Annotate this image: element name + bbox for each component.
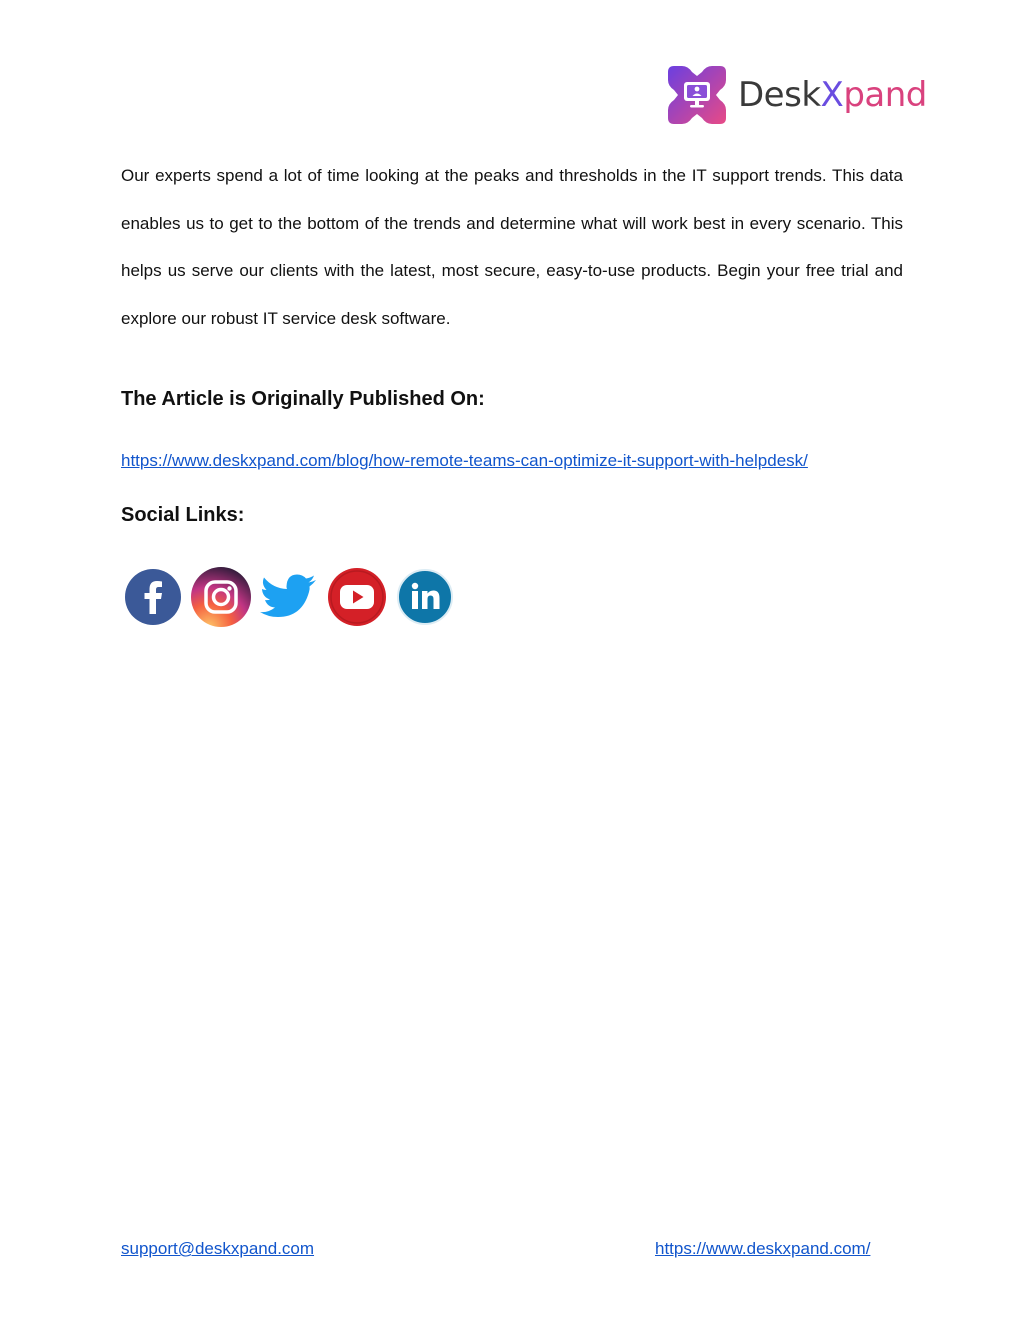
social-links: [122, 566, 456, 628]
article-link[interactable]: https://www.deskxpand.com/blog/how-remote-teams-can-optimize-it-support-with-helpdesk/: [121, 451, 808, 470]
logo-text-x: X: [820, 75, 844, 115]
youtube-icon[interactable]: [326, 566, 388, 628]
deskxpand-logo-icon: [664, 62, 730, 128]
logo-text-pand: pand: [843, 75, 927, 115]
body-paragraph: Our experts spend a lot of time looking at the peaks and thresholds in the IT support trends. This data enables us to get to the bottom of the trends and determine what will work best in every scenario. This helps us serve our clients with the latest, most secure, easy-to-use products. Begin your free trial and explore our robust IT service desk software.: [121, 166, 903, 329]
linkedin-icon[interactable]: [394, 566, 456, 628]
footer-email-link[interactable]: support@deskxpand.com: [121, 1239, 315, 1258]
logo-text-desk: Desk: [738, 75, 821, 115]
deskxpand-logo: [664, 60, 944, 130]
twitter-icon[interactable]: [258, 566, 320, 628]
logo-wordmark: [738, 75, 927, 115]
article-heading: The Article is Originally Published On:: [121, 388, 485, 410]
social-heading: Social Links:: [121, 504, 245, 526]
facebook-icon[interactable]: [122, 566, 184, 628]
footer-website-link[interactable]: https://www.deskxpand.com/: [655, 1239, 871, 1258]
instagram-icon[interactable]: [190, 566, 252, 628]
